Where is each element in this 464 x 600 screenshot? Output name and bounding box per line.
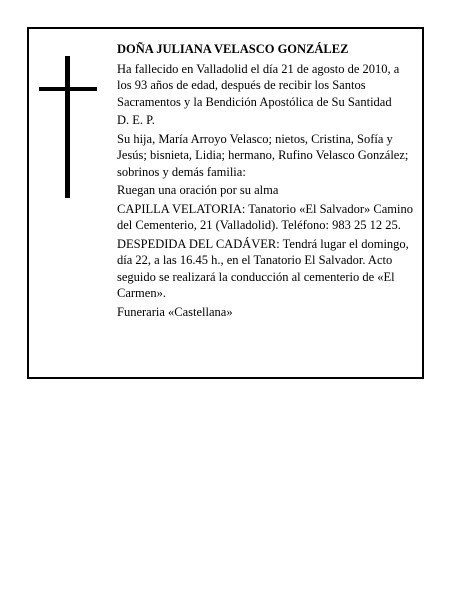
prayer-request: Ruegan una oración por su alma [117, 183, 279, 197]
dep-line: D. E. P. [117, 113, 155, 127]
cross-horizontal-bar [39, 87, 97, 91]
obituary-notice [27, 27, 424, 379]
funeral-home: Funeraria «Castellana» [117, 304, 233, 319]
chapel-info: CAPILLA VELATORIA: Tanatorio «El Salvador» Camino del Cementerio, 21 (Valladolid). Teléfono: 983 25 12 25. [117, 201, 413, 232]
notice-body [117, 41, 417, 322]
cross-vertical-bar [65, 56, 70, 198]
death-info: Ha fallecido en Valladolid el día 21 de agosto de 2010, a los 93 años de edad, después de recibir los Santos Sacramentos y la Bendición Apostólica de Su Santidad [117, 61, 400, 109]
farewell-info: DESPEDIDA DEL CADÁVER: Tendrá lugar el domingo, día 22, a las 16.45 h., en el Tanatorio El Salvador. Acto seguido se realizará la conducción al cementerio de «El Carmen». [117, 236, 409, 300]
family-list: Su hija, María Arroyo Velasco; nietos, Cristina, Sofía y Jesús; bisnieta, Lidia; hermano, Rufino Velasco González; sobrinos y demás familia: [117, 131, 409, 179]
cross-icon [39, 56, 97, 198]
deceased-name: DOÑA JULIANA VELASCO GONZÁLEZ [117, 42, 349, 56]
